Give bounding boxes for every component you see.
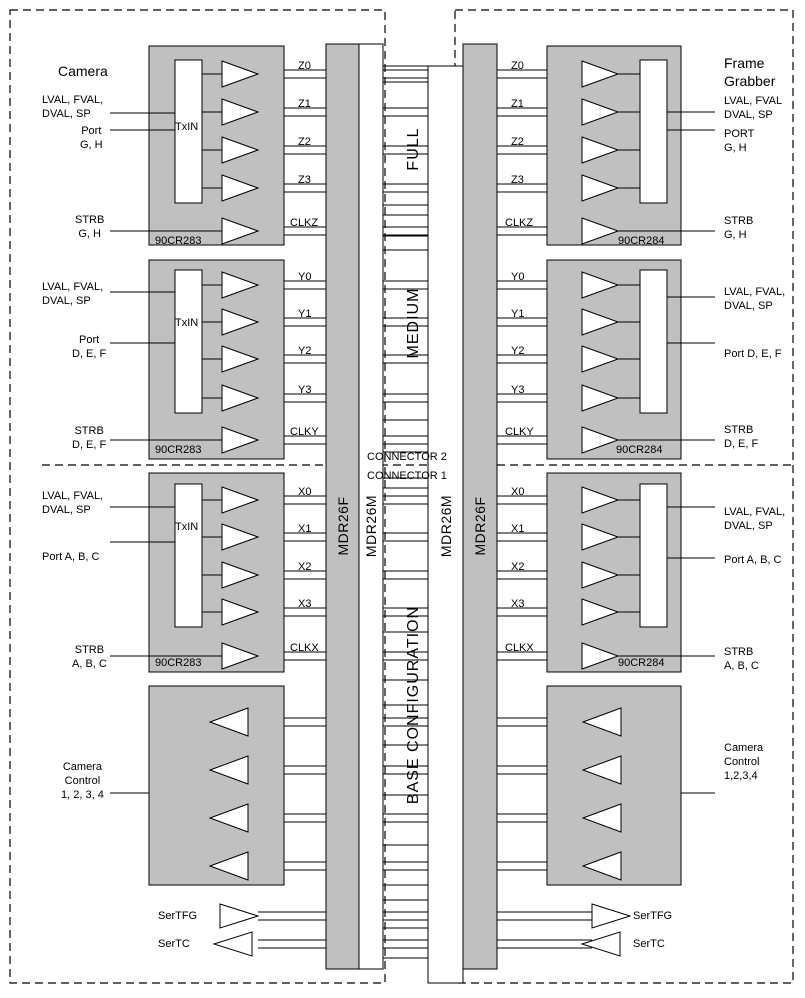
sertc-grabber-driver xyxy=(582,932,620,956)
grabber-channel-label: Z1 xyxy=(511,98,524,110)
tx-chip-label-base: 90CR283 xyxy=(155,657,202,669)
grabber-channel-label: Y0 xyxy=(511,271,525,283)
camera-channel-label: X0 xyxy=(298,486,312,498)
connector-2-label: CONNECTOR 2 xyxy=(367,451,447,463)
fg-sertfg: SerTFG xyxy=(633,910,673,922)
fg-full-strb: STRB G, H xyxy=(724,215,754,241)
fg-sertc: SerTC xyxy=(633,938,665,950)
grabber-channel-label: Z3 xyxy=(511,174,524,186)
camera-full-chip xyxy=(149,46,284,245)
tx-chip-label-medium: 90CR283 xyxy=(155,444,202,456)
cam-full-signals: LVAL, FVAL, DVAL, SP xyxy=(42,94,104,120)
rx-chip-label-full: 90CR284 xyxy=(618,235,665,247)
txin-label-full: TxIN xyxy=(175,121,199,133)
txin-label-medium: TxIN xyxy=(175,317,199,329)
left-mdr26m-label: MDR26M xyxy=(363,494,379,558)
cam-medium-signals: LVAL, FVAL, DVAL, SP xyxy=(42,281,104,307)
camera-channel-label: Y3 xyxy=(298,384,312,396)
sertfg-grabber-driver xyxy=(592,904,630,928)
camera-channel-label: Z2 xyxy=(298,136,311,148)
camera-channel-label: X3 xyxy=(298,598,312,610)
rx-chip-label-medium: 90CR284 xyxy=(616,444,663,456)
grabber-channel-label: Y1 xyxy=(511,308,525,320)
grabber-clock-label: CLKY xyxy=(505,426,534,438)
camera-channel-label: Z0 xyxy=(298,60,311,72)
cam-base-port: Port A, B, C xyxy=(42,551,100,563)
camera-control-chip xyxy=(149,686,284,885)
rx-chip-label-base: 90CR284 xyxy=(618,657,665,669)
camera-title: Camera xyxy=(58,63,108,79)
sertfg-camera-receiver xyxy=(220,904,258,928)
txin-base-box xyxy=(175,484,202,627)
grabber-channel-label: Z0 xyxy=(511,60,524,72)
grabber-channel-label: Z2 xyxy=(511,136,524,148)
camera-base-chip xyxy=(149,473,284,672)
fg-medium-signals: LVAL, FVAL, DVAL, SP xyxy=(724,286,786,312)
rxout-base-box xyxy=(640,484,667,627)
medium-config-label: MEDIUM xyxy=(405,287,422,359)
txin-medium-box xyxy=(175,270,202,413)
cam-full-port: Port G, H xyxy=(80,125,103,151)
camera-channel-label: Y0 xyxy=(298,271,312,283)
grabber-clock-label: CLKX xyxy=(505,642,534,654)
grabber-channel-label: Y3 xyxy=(511,384,525,396)
right-mdr26m-label: MDR26M xyxy=(438,494,454,558)
camera-clock-label: CLKY xyxy=(290,426,319,438)
fg-medium-strb: STRB D, E, F xyxy=(724,424,759,450)
connector-1-label: CONNECTOR 1 xyxy=(367,470,447,482)
cam-base-strb: STRB A, B, C xyxy=(72,644,107,670)
camera-clock-label: CLKX xyxy=(290,642,319,654)
grabber-channel-label: X3 xyxy=(511,598,525,610)
fg-base-strb: STRB A, B, C xyxy=(724,646,759,672)
channel-wires xyxy=(246,66,592,958)
fg-base-port: Port A, B, C xyxy=(724,554,782,566)
fg-medium-port: Port D, E, F xyxy=(724,348,782,360)
fg-base-signals: LVAL, FVAL, DVAL, SP xyxy=(724,506,786,532)
camera-channel-label: X1 xyxy=(298,523,312,535)
camera-channel-label: Y1 xyxy=(298,308,312,320)
fg-full-port: PORT G, H xyxy=(724,128,755,154)
base-config-label: BASE CONFIGURATION xyxy=(405,605,422,805)
tx-chip-label-full: 90CR283 xyxy=(155,235,202,247)
camera-channel-label: Y2 xyxy=(298,345,312,357)
cam-full-strb: STRB G, H xyxy=(75,214,105,240)
rxout-full-box xyxy=(640,60,667,203)
grabber-clock-label: CLKZ xyxy=(505,217,534,229)
camera-clock-label: CLKZ xyxy=(290,217,319,229)
fg-camera-control: Camera Control 1,2,3,4 xyxy=(724,742,764,782)
left-mdr26f-label: MDR26F xyxy=(335,496,351,556)
grabber-channel-label: X1 xyxy=(511,523,525,535)
full-config-label: FULL xyxy=(405,127,422,171)
cam-medium-strb: STRB D, E, F xyxy=(72,425,107,451)
grabber-channel-label: Y2 xyxy=(511,345,525,357)
sertc-camera-receiver xyxy=(214,932,252,956)
grabber-channel-label: X0 xyxy=(511,486,525,498)
right-mdr26f-label: MDR26F xyxy=(472,496,488,556)
cam-sertfg: SerTFG xyxy=(158,910,198,922)
rxout-medium-box xyxy=(640,270,667,413)
camera-channel-label: Z1 xyxy=(298,98,311,110)
cam-sertc: SerTC xyxy=(158,938,190,950)
grabber-channel-label: X2 xyxy=(511,561,525,573)
cam-medium-port: Port D, E, F xyxy=(72,334,107,360)
camera-channel-label: Z3 xyxy=(298,174,311,186)
cam-base-signals: LVAL, FVAL, DVAL, SP xyxy=(42,490,104,516)
cam-camera-control: Camera Control 1, 2, 3, 4 xyxy=(61,761,104,801)
fg-full-signals: LVAL, FVAL DVAL, SP xyxy=(724,95,783,121)
camera-channel-label: X2 xyxy=(298,561,312,573)
txin-label-base: TxIN xyxy=(175,521,199,533)
frame-grabber-title: Frame Grabber xyxy=(724,55,776,89)
